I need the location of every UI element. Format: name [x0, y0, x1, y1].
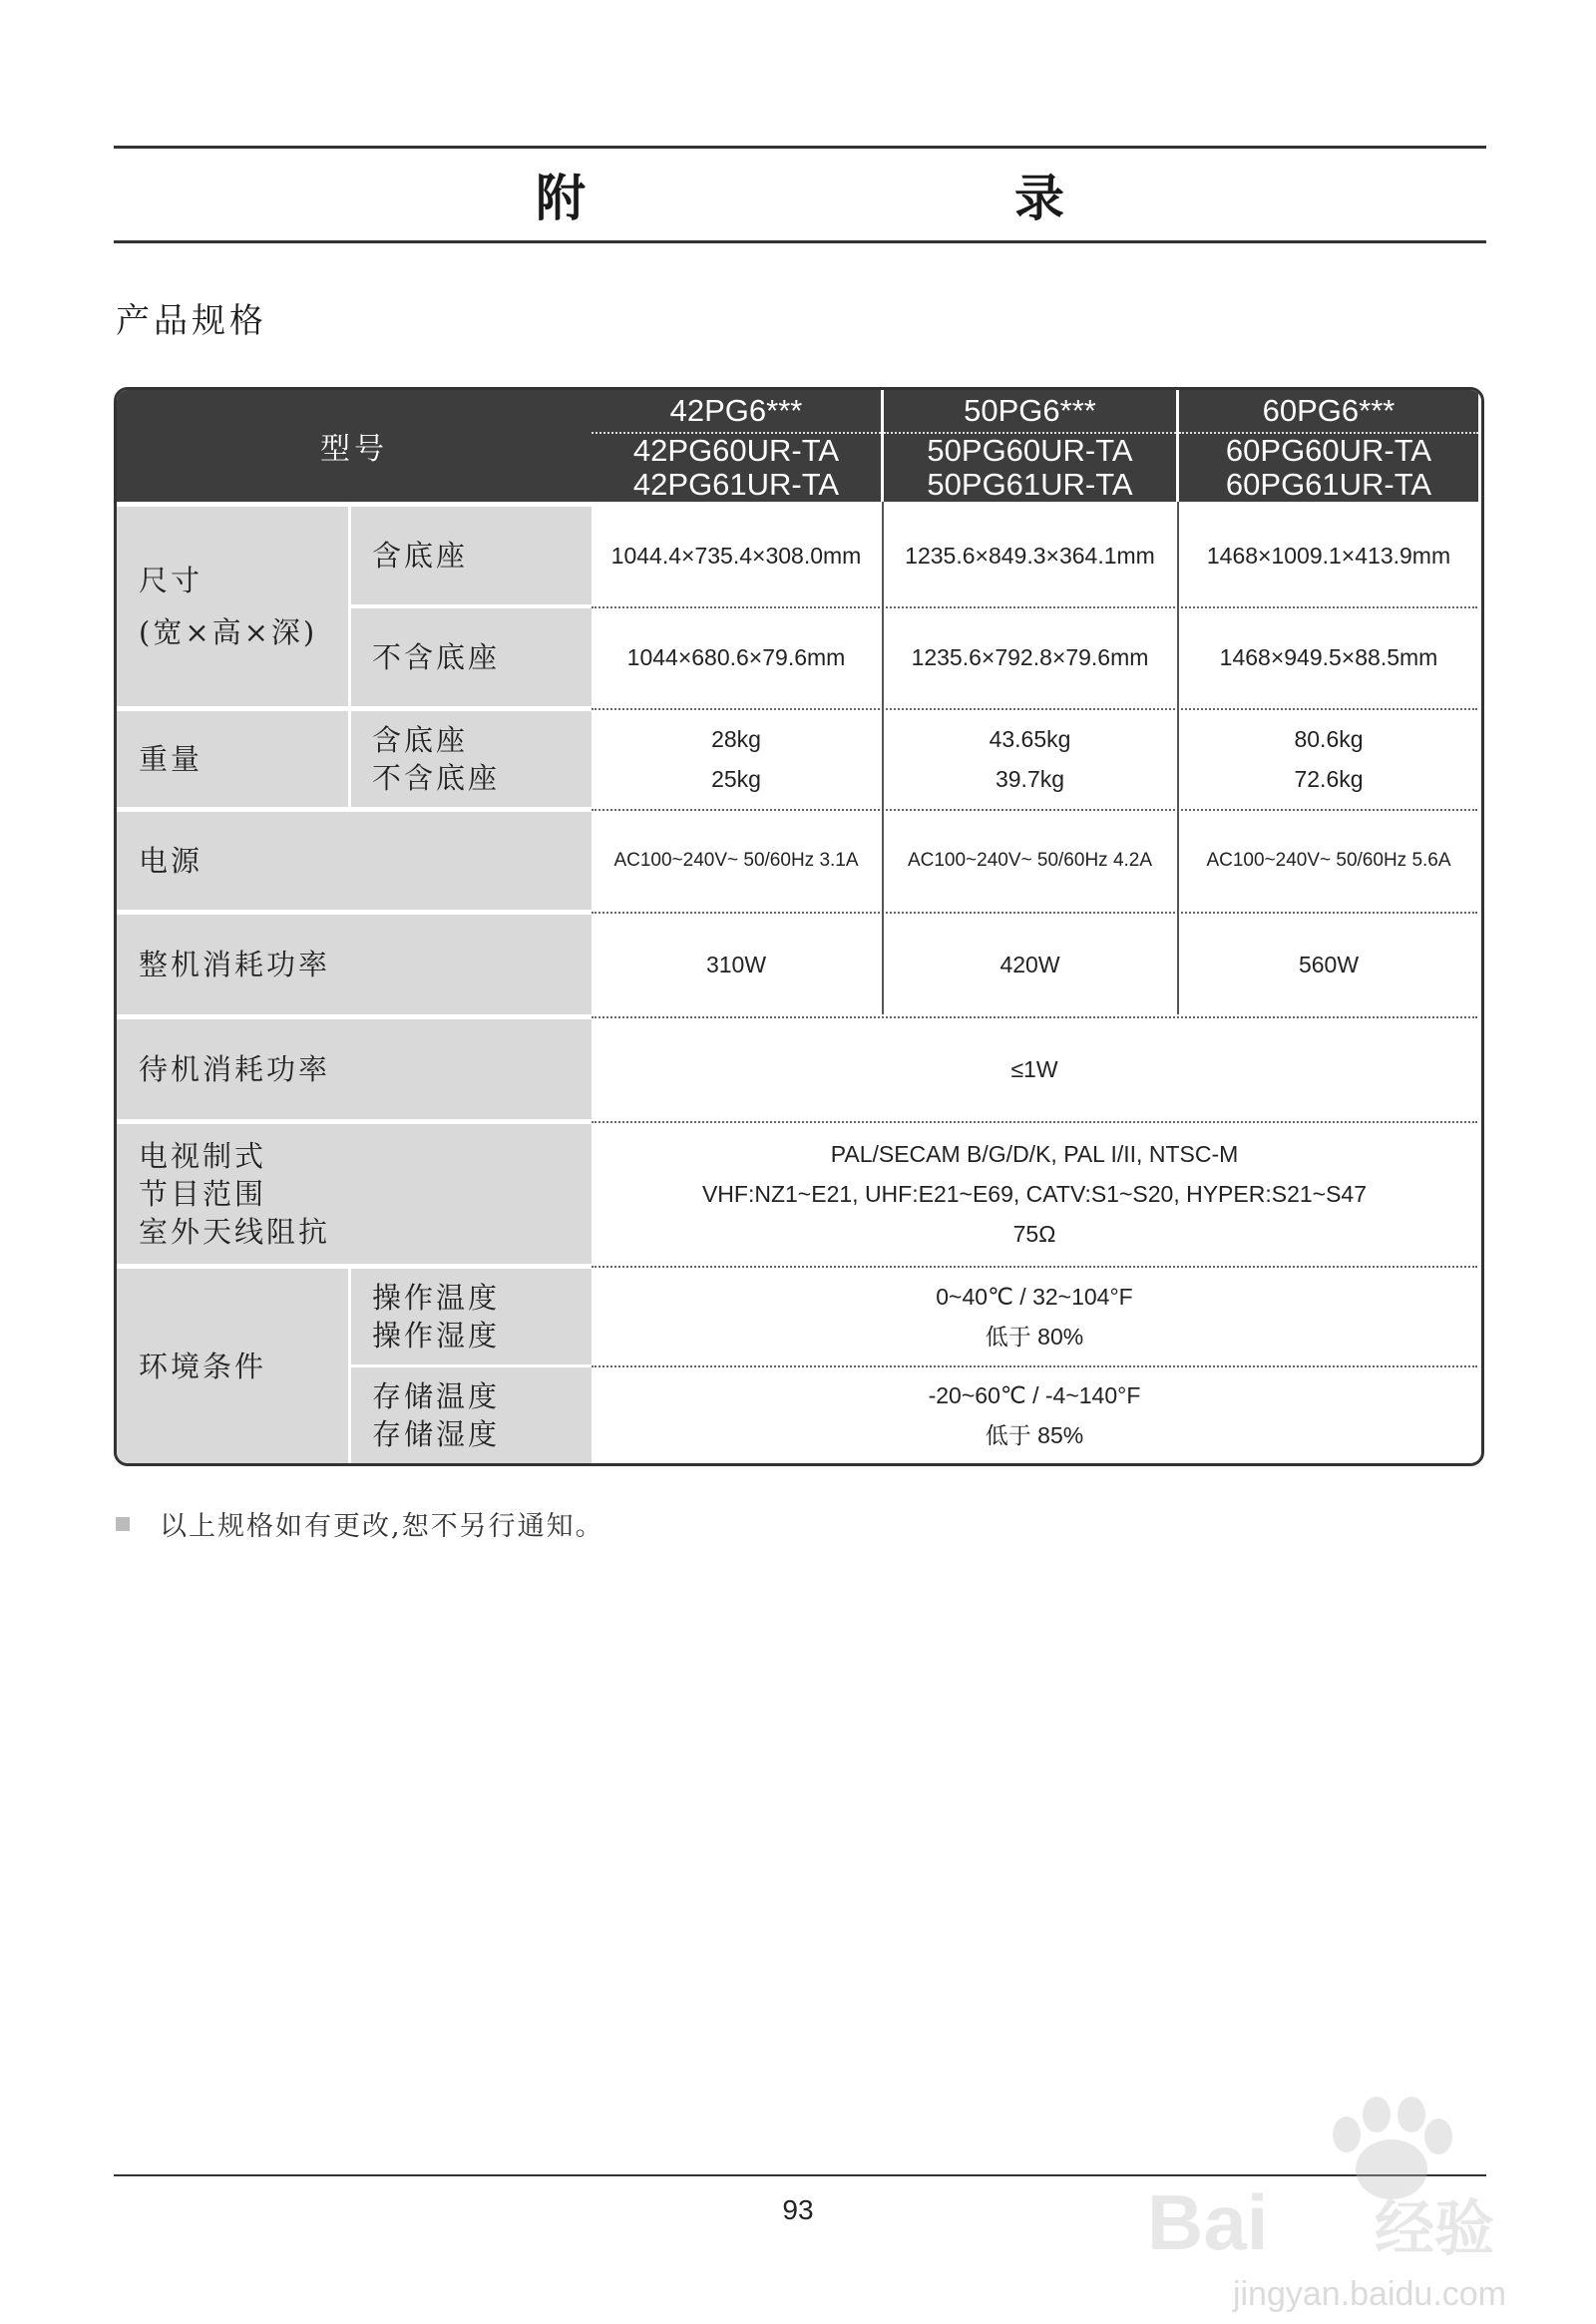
- model-column-header: [884, 390, 1176, 502]
- watermark: [1127, 2075, 1506, 2314]
- tv-system-label: 电视制式: [139, 1139, 267, 1173]
- model-variant: 42PG60UR-TA: [632, 433, 840, 468]
- consumption-category: [117, 915, 592, 1014]
- tv-system-category: [117, 1124, 592, 1264]
- sub-label-text: 不含底座: [372, 761, 501, 795]
- model-variants: [592, 433, 881, 502]
- header-divider: [881, 390, 884, 502]
- watermark-url: jingyan.baidu.com: [1232, 2275, 1506, 2313]
- channel-range-label: 节目范围: [139, 1177, 267, 1211]
- row-divider: [592, 1266, 1477, 1268]
- weight-label: 重量: [139, 742, 203, 776]
- sub-label-text: 不含底座: [372, 640, 501, 674]
- svg-text:经验: 经验: [1375, 2195, 1494, 2262]
- antenna-impedance-value: 75Ω: [1012, 1221, 1056, 1247]
- sub-label-text: 存储湿度: [372, 1417, 501, 1451]
- sub-label-text: 存储温度: [372, 1379, 501, 1413]
- with-stand-label: [350, 507, 592, 604]
- weight-without-stand: 39.7kg: [995, 766, 1065, 792]
- power-value: AC100~240V~ 50/60Hz 3.1A: [613, 850, 859, 871]
- storage-temp-value: -20~60℃ / -4~140°F: [928, 1382, 1141, 1408]
- row-divider: [592, 1016, 1477, 1018]
- weight-value: [592, 711, 881, 807]
- model-variant: 42PG61UR-TA: [632, 467, 840, 502]
- spec-table: [114, 387, 1484, 1466]
- column-divider: [882, 502, 884, 1014]
- page-title: 附 录: [536, 170, 1174, 227]
- size-category: [117, 507, 348, 706]
- weight-value: [884, 711, 1176, 807]
- size-with-stand-value: 1468×1009.1×413.9mm: [1206, 543, 1451, 569]
- paw-logo-icon: [1127, 2075, 1506, 2274]
- svg-text:Bai: Bai: [1147, 2178, 1269, 2266]
- size-without-stand-value: 1468×949.5×88.5mm: [1219, 644, 1438, 670]
- environment-label: 环境条件: [139, 1349, 267, 1383]
- weight-value: [1179, 711, 1478, 807]
- model-series: 42PG6***: [592, 390, 881, 434]
- row-divider: [592, 606, 1477, 608]
- without-stand-label: [350, 608, 592, 706]
- size-dimension-hint: (宽×高×深): [139, 615, 318, 649]
- row-divider: [592, 1121, 1477, 1123]
- model-series: 50PG6***: [884, 390, 1176, 434]
- size-label: 尺寸: [139, 564, 203, 597]
- weight-with-stand: 43.65kg: [989, 726, 1071, 752]
- size-with-stand-value: 1044.4×735.4×308.0mm: [610, 543, 862, 569]
- row-divider: [592, 708, 1477, 710]
- power-value: AC100~240V~ 50/60Hz 5.6A: [1206, 850, 1451, 871]
- environment-category: [117, 1269, 348, 1463]
- column-divider: [348, 1269, 351, 1463]
- weight-with-stand: 80.6kg: [1294, 726, 1364, 752]
- model-variant: 50PG61UR-TA: [927, 467, 1133, 502]
- antenna-impedance-label: 室外天线阻抗: [139, 1215, 331, 1249]
- row-divider: [592, 809, 1477, 811]
- power-label: 电源: [139, 844, 203, 878]
- power-value: AC100~240V~ 50/60Hz 4.2A: [907, 850, 1153, 871]
- storage-humidity-value: 低于 85%: [985, 1422, 1084, 1448]
- storage-conditions-labels: [350, 1367, 592, 1463]
- model-variant: 60PG61UR-TA: [1225, 467, 1432, 502]
- row-divider: [350, 604, 592, 608]
- tv-system-value: PAL/SECAM B/G/D/K, PAL I/II, NTSC-M: [830, 1141, 1239, 1167]
- weight-category: [117, 711, 348, 807]
- sub-label-text: 含底座: [372, 723, 469, 757]
- model-header-label: 型号: [117, 390, 592, 502]
- operating-conditions-labels: [350, 1269, 592, 1364]
- model-series: 60PG6***: [1179, 390, 1478, 434]
- sub-label-text: 操作温度: [372, 1281, 501, 1315]
- consumption-value: 310W: [705, 952, 767, 977]
- footnote-text: 以上规格如有更改,恕不另行通知。: [160, 1511, 604, 1542]
- standby-value: ≤1W: [1010, 1056, 1058, 1082]
- standby-label: 待机消耗功率: [139, 1052, 331, 1086]
- column-divider: [348, 507, 351, 706]
- size-without-stand-value: 1044×680.6×79.6mm: [626, 644, 846, 670]
- size-without-stand-value: 1235.6×792.8×79.6mm: [911, 644, 1149, 670]
- storage-conditions-values: [592, 1367, 1477, 1463]
- footnote: [114, 1504, 604, 1543]
- operating-humidity-value: 低于 80%: [985, 1324, 1084, 1350]
- column-divider: [1177, 502, 1179, 1014]
- model-variant: 60PG60UR-TA: [1225, 433, 1432, 468]
- model-variant: 50PG60UR-TA: [927, 433, 1133, 468]
- row-divider: [350, 1364, 592, 1367]
- section-title: 产品规格: [116, 301, 267, 341]
- consumption-label: 整机消耗功率: [139, 948, 331, 981]
- weight-with-stand: 28kg: [711, 726, 761, 752]
- row-divider: [592, 912, 1477, 914]
- consumption-value: 420W: [999, 952, 1060, 977]
- page-title-bar: [114, 146, 1486, 243]
- square-bullet-icon: [116, 1517, 130, 1531]
- weight-without-stand: 72.6kg: [1294, 766, 1364, 792]
- model-variants: [884, 433, 1176, 502]
- tv-system-values: [592, 1124, 1477, 1264]
- page-number: 93: [782, 2194, 814, 2225]
- model-column-header: [1179, 390, 1478, 502]
- standby-category: [117, 1019, 592, 1119]
- sub-label-text: 操作湿度: [372, 1319, 501, 1353]
- weight-sub-labels: [350, 711, 592, 807]
- model-variants: [1179, 433, 1478, 502]
- consumption-value: 560W: [1298, 952, 1360, 977]
- operating-conditions-values: [592, 1269, 1477, 1364]
- model-column-header: [592, 390, 881, 502]
- weight-without-stand: 25kg: [711, 766, 761, 792]
- channel-range-value: VHF:NZ1~E21, UHF:E21~E69, CATV:S1~S20, HYPER:S21~S47: [701, 1181, 1368, 1207]
- header-divider: [1176, 390, 1179, 502]
- power-category: [117, 812, 592, 910]
- column-divider: [348, 711, 351, 807]
- size-with-stand-value: 1235.6×849.3×364.1mm: [905, 543, 1155, 569]
- sub-label-text: 含底座: [372, 539, 469, 573]
- operating-temp-value: 0~40℃ / 32~104°F: [936, 1284, 1133, 1310]
